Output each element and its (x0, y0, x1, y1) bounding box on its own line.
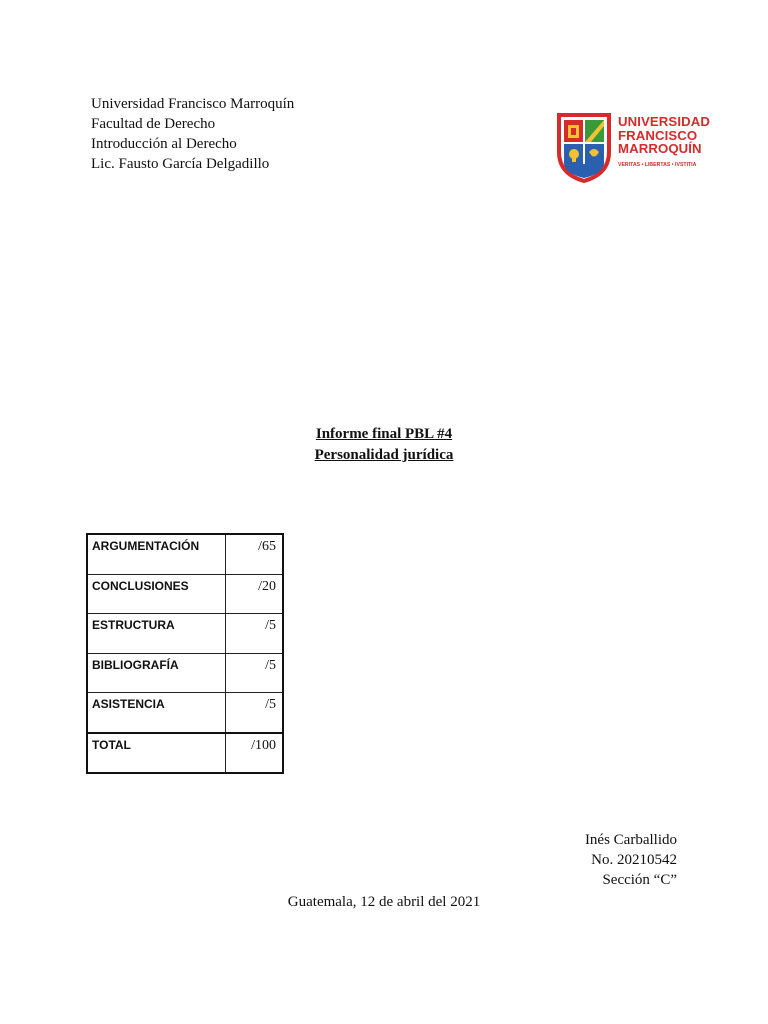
logo-wordmark (618, 115, 710, 156)
grading-table (86, 533, 284, 774)
author-info (585, 830, 677, 890)
criterion-points: /5 (226, 614, 284, 654)
author-name: Inés Carballido (584, 832, 677, 848)
course-name: Introducción al Derecho (91, 136, 237, 152)
university-name: Universidad Francisco Marroquín (91, 96, 295, 112)
table-row (87, 693, 283, 733)
total-label: TOTAL (87, 733, 226, 774)
table-row (87, 574, 283, 614)
criterion-points: /5 (226, 653, 284, 693)
logo-wordmark-line: UNIVERSIDAD (618, 114, 710, 129)
faculty-name: Facultad de Derecho (91, 116, 216, 132)
student-number: No. 20210542 (591, 852, 677, 868)
total-points: /100 (226, 733, 284, 774)
place-and-date: Guatemala, 12 de abril del 2021 (287, 894, 481, 910)
criterion-label: CONCLUSIONES (87, 574, 226, 614)
criterion-label: BIBLIOGRAFÍA (87, 653, 226, 693)
table-row (87, 614, 283, 654)
criterion-label: ESTRUCTURA (87, 614, 226, 654)
section-label: Sección “C” (602, 872, 677, 888)
shield-icon (556, 112, 612, 184)
professor-name: Lic. Fausto García Delgadillo (91, 156, 270, 172)
report-subtitle: Personalidad jurídica (314, 447, 454, 463)
total-row (87, 733, 283, 774)
logo-wordmark-line: MARROQUÍN (618, 141, 702, 156)
criterion-label: ASISTENCIA (87, 693, 226, 733)
university-logo (556, 112, 710, 184)
institution-header (91, 94, 294, 174)
logo-motto: VERITAS • LIBERTAS • IVSTITIA (618, 162, 697, 168)
table-row (87, 653, 283, 693)
criterion-points: /65 (226, 534, 284, 574)
criterion-points: /20 (226, 574, 284, 614)
logo-wordmark-line: FRANCISCO (618, 127, 698, 143)
table-row (87, 534, 283, 574)
report-title: Informe final PBL #4 (315, 426, 453, 442)
criterion-label: ARGUMENTACIÓN (87, 534, 226, 574)
criterion-points: /5 (226, 693, 284, 733)
